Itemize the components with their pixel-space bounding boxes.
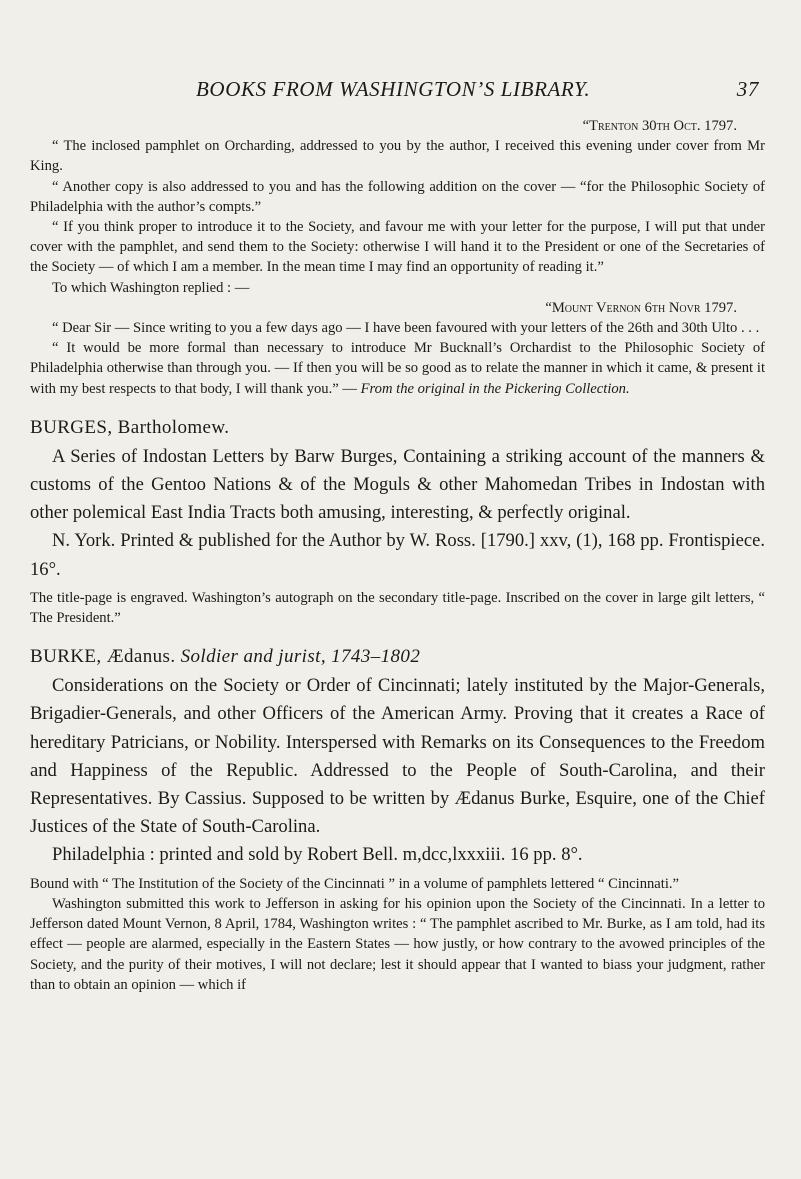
entry2-note-2: Washington submitted this work to Jefferson in asking for his opinion upon the Society of the Cincinnati. In a letter to Jefferson dated Mount Vernon, 8 April, 1784, Washington writes : “ The pamphlet ascribed to Mr. Burke, as I am told, had its effect — people are alarmed, especially in the Eastern States — how justly, or how contrary to the avowed principles of the Society, and the purity of their motives, I will not declare; lest it should appear that I wanted to biass your judgment, rather than to obtain an opinion — which if <box>30 895 765 993</box>
page-number: 37 <box>736 77 759 101</box>
letter1-paragraph-2: “ Another copy is also addressed to you and has the following addition on the cover — “for the Philosophic Society of Philadelphia with the author’s compts.” <box>30 178 765 215</box>
running-head <box>196 77 759 103</box>
entry1-note: The title-page is engraved. Washington’s autograph on the secondary title-page. Inscribed on the cover in large gilt letters, “ The President.” <box>30 589 765 627</box>
entry2-subheading: Soldier and jurist, 1743–1802 <box>180 646 421 668</box>
letter2-paragraph-2-text: “ It would be more formal than necessary to introduce Mr Bucknall’s Orchardist to the Philosophic Society of Philadelphia otherwise than through you. — If then you will be so good as to relate the manner in which it came, & present it with my best respects to that body, I will thank you.” — <box>30 340 765 397</box>
entry1-imprint: N. York. Printed & published for the Author by W. Ross. [1790.] xxv, (1), 168 pp. Frontispiece. 16°. <box>30 530 765 580</box>
letter1-paragraph-4: To which Washington replied : — <box>52 279 250 296</box>
entry2-heading <box>30 646 765 668</box>
entry2-imprint: Philadelphia : printed and sold by Robert Bell. m,dcc,lxxxiii. 16 pp. 8°. <box>52 844 583 866</box>
entry2-note-1: Bound with “ The Institution of the Society of the Cincinnati ” in a volume of pamphlets lettered “ Cincinnati.” <box>30 875 680 892</box>
letter2-paragraph-1: “ Dear Sir — Since writing to you a few days ago — I have been favoured with your letters of the 26th and 30th Ulto . . . <box>52 320 760 337</box>
running-head-title: BOOKS FROM WASHINGTON’S LIBRARY. <box>196 77 591 101</box>
entry1-title: A Series of Indostan Letters by Barw Burges, Containing a striking account of the manners & customs of the Gentoo Nations & of the Moguls & other Mahomedan Tribes in Indostan with other polemical East India Tracts both amusing, interesting, & perfectly original. <box>30 445 765 524</box>
entry2-heading-name: BURKE, Ædanus. <box>30 646 176 668</box>
letter1-dateline: “Trenton 30th Oct. 1797. <box>582 118 737 134</box>
letter1-paragraph-1: “ The inclosed pamphlet on Orcharding, addressed to you by the author, I received this evening under cover from Mr King. <box>30 138 765 175</box>
letter2-dateline: “Mount Vernon 6th Novr 1797. <box>545 299 737 316</box>
page-content <box>30 116 765 995</box>
letter1-paragraph-3: “ If you think proper to introduce it to the Society, and favour me with your letter for the purpose, I will put that under cover with the pamphlet, and send them to the Society: otherwise I will hand it to the President or one of the Secretaries of the Society — of which I am a member. In the mean time I may find an opportunity of reading it.” <box>30 219 765 276</box>
letter2-source: From the original in the Pickering Collection. <box>360 380 630 397</box>
entry1-heading: BURGES, Bartholomew. <box>30 416 230 438</box>
letter2-paragraph-2 <box>30 338 765 399</box>
entry2-title: Considerations on the Society or Order of Cincinnati; lately instituted by the Major-Generals, Brigadier-Generals, and other Officers of the American Army. Proving that it creates a Race of hereditary Patricians, or Nobility. Interspersed with Remarks on its Consequences to the Freedom and Happiness of the Republic. Addressed to the People of South-Carolina, and their Representatives. By Cassius. Supposed to be written by Ædanus Burke, Esquire, one of the Chief Justices of the State of South-Carolina. <box>30 675 765 838</box>
